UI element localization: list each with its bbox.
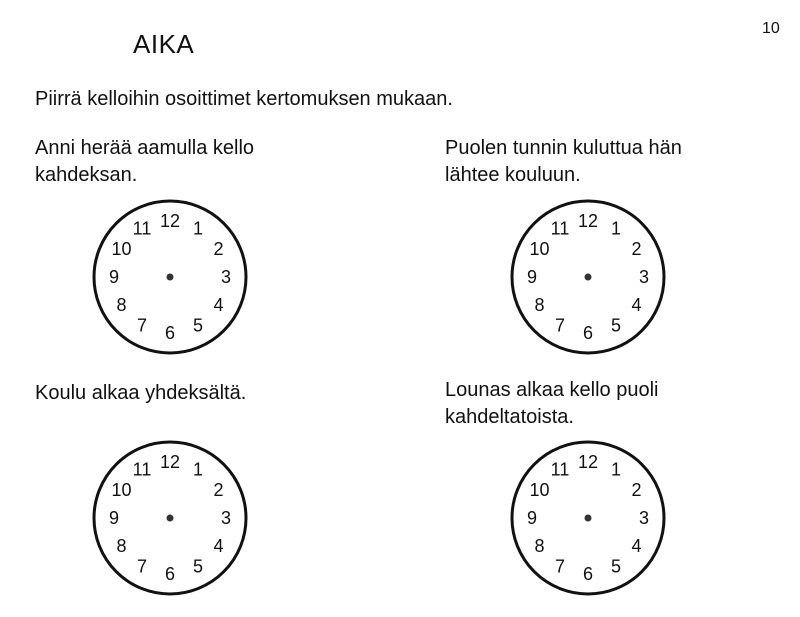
clock-number-5: 5 xyxy=(192,315,204,336)
clock-number-8: 8 xyxy=(534,295,545,315)
clock-face[interactable] xyxy=(508,197,668,357)
clock-number-8: 8 xyxy=(116,536,127,556)
clock-number-4: 4 xyxy=(213,295,224,315)
clock-number-3: 3 xyxy=(638,267,650,287)
page-number: 10 xyxy=(762,20,780,37)
clock-2[interactable] xyxy=(508,197,668,357)
clock-center-dot xyxy=(585,515,592,522)
clock-center-dot xyxy=(585,274,592,281)
clock-number-11: 11 xyxy=(132,218,152,239)
task-3 xyxy=(35,380,395,407)
clock-number-6: 6 xyxy=(164,564,176,584)
clock-center-dot xyxy=(167,274,174,281)
clock-number-12: 12 xyxy=(577,452,599,472)
clock-number-11: 11 xyxy=(550,218,570,239)
clock-4[interactable] xyxy=(508,438,668,598)
clock-number-11: 11 xyxy=(550,459,570,480)
clock-number-11: 11 xyxy=(132,459,152,480)
page-title: AIKA xyxy=(133,29,195,59)
clock-number-10: 10 xyxy=(529,239,550,259)
clock-number-10: 10 xyxy=(111,480,132,500)
clock-number-12: 12 xyxy=(577,211,599,231)
clock-number-7: 7 xyxy=(554,315,566,336)
task-2-text: Puolen tunnin kuluttua hän lähtee kouluun. xyxy=(445,137,682,186)
clock-number-6: 6 xyxy=(582,323,594,343)
clock-number-8: 8 xyxy=(534,536,545,556)
clock-3[interactable] xyxy=(90,438,250,598)
clock-number-7: 7 xyxy=(136,556,148,577)
clock-number-12: 12 xyxy=(159,452,181,472)
clock-1[interactable] xyxy=(90,197,250,357)
clock-number-8: 8 xyxy=(116,295,127,315)
clock-number-5: 5 xyxy=(192,556,204,577)
clock-number-5: 5 xyxy=(610,315,622,336)
clock-face[interactable] xyxy=(90,197,250,357)
task-1-text: Anni herää aamulla kello kahdeksan. xyxy=(35,137,255,186)
task-2 xyxy=(445,135,800,189)
clock-number-2: 2 xyxy=(631,480,642,500)
clock-number-2: 2 xyxy=(631,239,642,259)
clock-number-10: 10 xyxy=(529,480,550,500)
clock-number-2: 2 xyxy=(213,239,224,259)
clock-number-9: 9 xyxy=(108,267,120,287)
clock-number-1: 1 xyxy=(192,218,204,239)
clock-number-3: 3 xyxy=(220,508,232,528)
clock-number-4: 4 xyxy=(213,536,224,556)
clock-number-9: 9 xyxy=(108,508,120,528)
task-4 xyxy=(445,377,800,431)
task-3-text: Koulu alkaa yhdeksältä. xyxy=(35,382,247,404)
clock-number-9: 9 xyxy=(526,508,538,528)
clock-number-6: 6 xyxy=(582,564,594,584)
clock-number-12: 12 xyxy=(159,211,181,231)
clock-number-9: 9 xyxy=(526,267,538,287)
clock-number-5: 5 xyxy=(610,556,622,577)
clock-face[interactable] xyxy=(508,438,668,598)
task-4-text: Lounas alkaa kello puoli kahdeltatoista. xyxy=(445,379,659,428)
clock-center-dot xyxy=(167,515,174,522)
clock-number-2: 2 xyxy=(213,480,224,500)
clock-number-1: 1 xyxy=(610,459,622,480)
clock-number-3: 3 xyxy=(220,267,232,287)
clock-number-10: 10 xyxy=(111,239,132,259)
clock-number-3: 3 xyxy=(638,508,650,528)
clock-face[interactable] xyxy=(90,438,250,598)
clock-number-1: 1 xyxy=(610,218,622,239)
clock-number-4: 4 xyxy=(631,295,642,315)
instruction-text: Piirrä kelloihin osoittimet kertomuksen mukaan. xyxy=(35,88,453,110)
clock-number-7: 7 xyxy=(136,315,148,336)
clock-number-6: 6 xyxy=(164,323,176,343)
task-1 xyxy=(35,135,395,189)
clock-number-7: 7 xyxy=(554,556,566,577)
clock-number-4: 4 xyxy=(631,536,642,556)
clock-number-1: 1 xyxy=(192,459,204,480)
